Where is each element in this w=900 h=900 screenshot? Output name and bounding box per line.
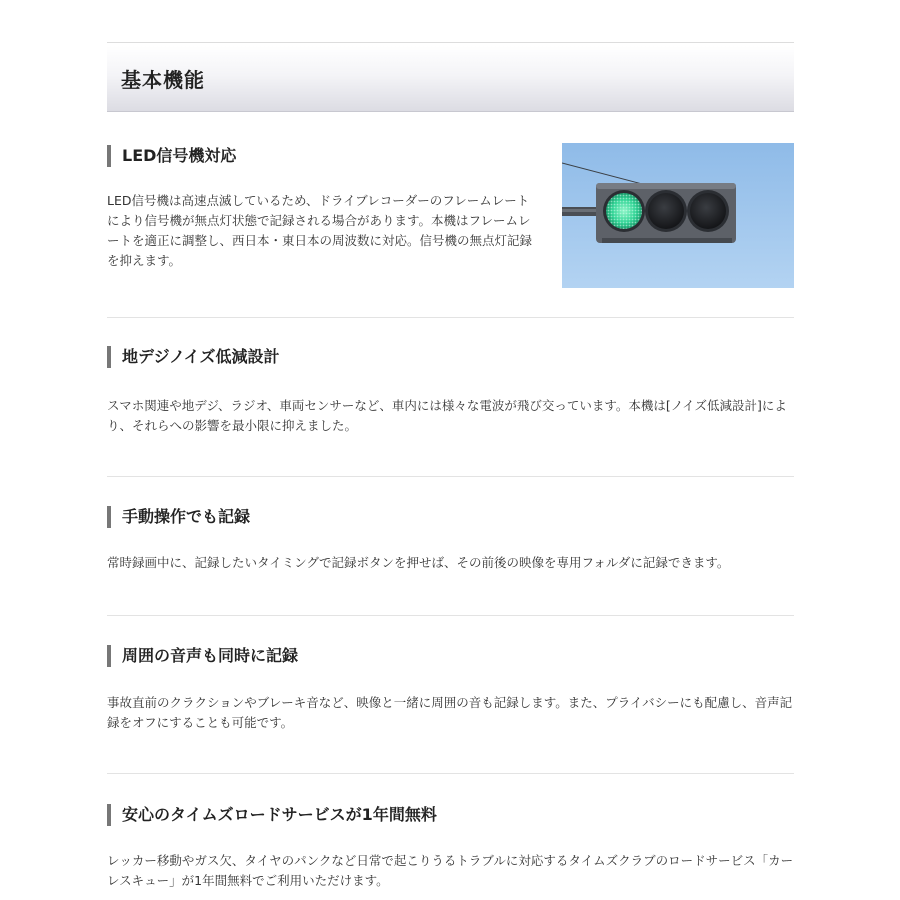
section-heading-bar: [107, 46, 794, 112]
feature-description: LED信号機は高速点滅しているため、ドライブレコーダーのフレームレートにより信号機が無点灯状態で記録される場合があります。本機はフレームレートを適正に調整し、西日本・東日本の周波数に対応。信号機の無点灯記録を抑えます。: [107, 193, 533, 268]
section-divider: [107, 476, 794, 477]
feature-road-service: [107, 804, 794, 900]
feature-manual-record: [107, 506, 794, 586]
section-divider: [107, 317, 794, 318]
feature-description: 事故直前のクラクションやブレーキ音など、映像と一緒に周囲の音も記録します。また、プライバシーにも配慮し、音声記録をオフにすることも可能です。: [107, 695, 793, 730]
page-title: 基本機能: [121, 68, 205, 92]
feature-title: 地デジノイズ低減設計: [107, 346, 279, 368]
feature-title: LED信号機対応: [107, 145, 236, 167]
top-divider: [107, 42, 794, 43]
feature-description: スマホ関連や地デジ、ラジオ、車両センサーなど、車内には様々な電波が飛び交っています。本機は[ノイズ低減設計]により、それらへの影響を最小限に抑えました。: [107, 398, 787, 433]
feature-audio-record: [107, 645, 794, 745]
traffic-signal-photo: [562, 143, 794, 288]
section-divider: [107, 615, 794, 616]
feature-noise-reduction: [107, 346, 794, 446]
feature-description: 常時録画中に、記録したいタイミングで記録ボタンを押せば、その前後の映像を専用フォルダに記録できます。: [107, 555, 730, 570]
feature-description: レッカー移動やガス欠、タイヤのパンクなど日常で起こりうるトラブルに対応するタイムズクラブのロードサービス「カーレスキュー」が1年間無料でご利用いただけます。: [107, 853, 794, 888]
section-divider: [107, 773, 794, 774]
feature-title: 手動操作でも記録: [107, 506, 250, 528]
feature-title: 安心のタイムズロードサービスが1年間無料: [107, 804, 437, 826]
feature-title: 周囲の音声も同時に記録: [107, 645, 298, 667]
